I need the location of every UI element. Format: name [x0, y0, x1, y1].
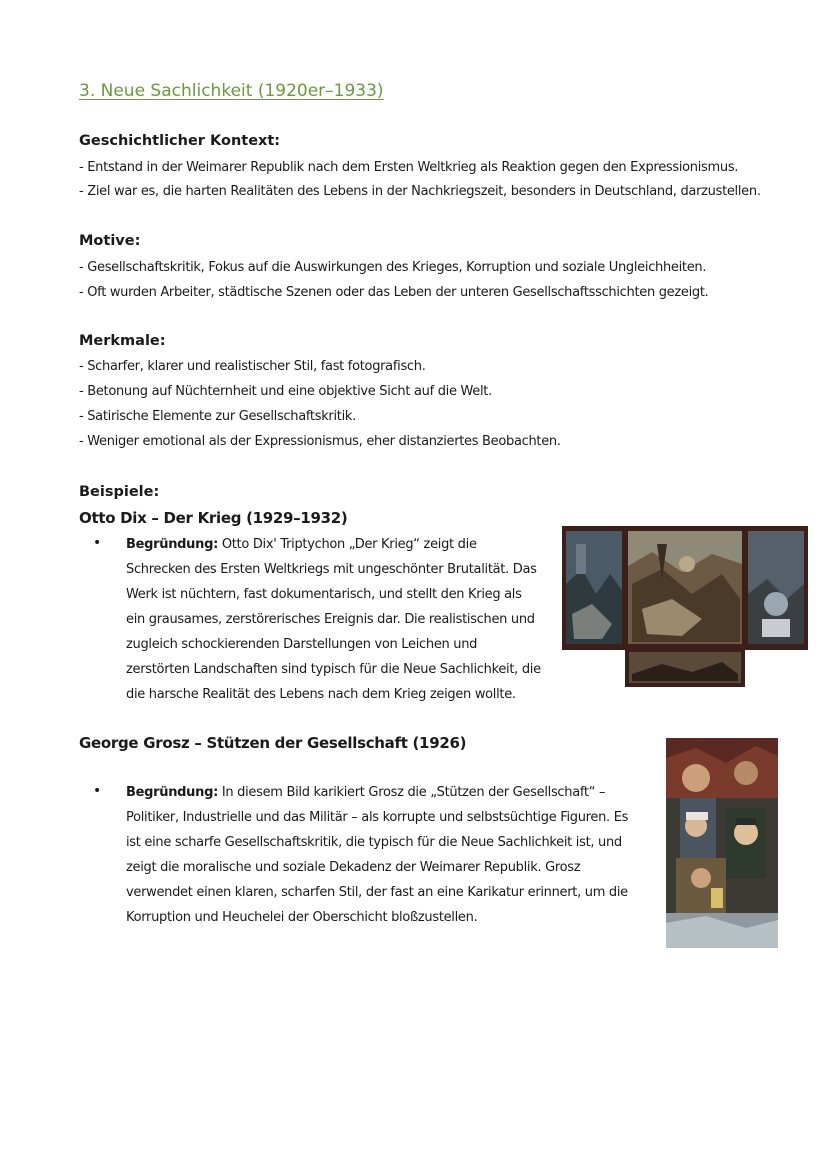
- example-body-dix: [126, 532, 544, 707]
- reason-label: Begründung:: [126, 537, 218, 552]
- bullet-dot: •: [93, 783, 102, 799]
- reason-label: Begründung:: [126, 785, 218, 800]
- motive-line: - Oft wurden Arbeiter, städtische Szenen oder das Leben der unteren Gesellschaftsschichten gezeigt.: [79, 285, 709, 300]
- beispiele-heading: Beispiele:: [79, 484, 160, 500]
- context-heading: Geschichtlicher Kontext:: [79, 133, 281, 149]
- motive-line: - Gesellschaftskritik, Fokus auf die Auswirkungen des Krieges, Korruption und soziale Ungleichheiten.: [79, 260, 707, 275]
- motive-heading: Motive:: [79, 233, 141, 249]
- bullet-dot: •: [93, 535, 102, 551]
- context-line: - Ziel war es, die harten Realitäten des Lebens in der Nachkriegszeit, besonders in Deutschland, darzustellen.: [79, 184, 761, 199]
- merkmale-line: - Betonung auf Nüchternheit und eine objektive Sicht auf die Welt.: [79, 384, 492, 399]
- merkmale-line: - Weniger emotional als der Expressionismus, eher distanziertes Beobachten.: [79, 434, 561, 449]
- context-line: - Entstand in der Weimarer Republik nach dem Ersten Weltkrieg als Reaktion gegen den Expressionismus.: [79, 160, 739, 175]
- merkmale-heading: Merkmale:: [79, 333, 166, 349]
- example-title-grosz: George Grosz – Stützen der Gesellschaft (1926): [79, 734, 467, 752]
- reason-text: In diesem Bild karikiert Grosz die „Stützen der Gesellschaft“ – Politiker, Industrielle und das Militär – als korrupte und selbstsüchtige Figuren. Es ist eine scharfe Gesellschaftskritik, die typisch für die Neue Sachlichkeit ist, und zeigt die moralische und soziale Dekadenz der Weimarer Republik. Grosz verwendet einen klaren, scharfen Stil, der fast an eine Karikatur erinnert, um die Korruption und Heuchelei der Oberschicht bloßzustellen.: [126, 785, 629, 925]
- merkmale-line: - Scharfer, klarer und realistischer Stil, fast fotografisch.: [79, 359, 426, 374]
- painting-stuetzen-der-gesellschaft-image: [666, 738, 778, 948]
- painting-der-krieg-image: [562, 524, 808, 689]
- section-title: 3. Neue Sachlichkeit (1920er–1933): [79, 81, 384, 101]
- example-body-grosz: [126, 780, 646, 930]
- merkmale-line: - Satirische Elemente zur Gesellschaftskritik.: [79, 409, 356, 424]
- reason-text: Otto Dix' Triptychon „Der Krieg“ zeigt die Schrecken des Ersten Weltkriegs mit ungeschönter Brutalität. Das Werk ist nüchtern, fast dokumentarisch, und stellt den Krieg als ein grausames, zerstörerisches Ereignis dar. Die realistischen und zugleich schockierenden Darstellungen von Leichen und zerstörten Landschaften sind typisch für die Neue Sachlichkeit, die die harsche Realität des Lebens nach dem Krieg zeigen wollte.: [126, 537, 541, 702]
- example-title-dix: Otto Dix – Der Krieg (1929–1932): [79, 509, 348, 527]
